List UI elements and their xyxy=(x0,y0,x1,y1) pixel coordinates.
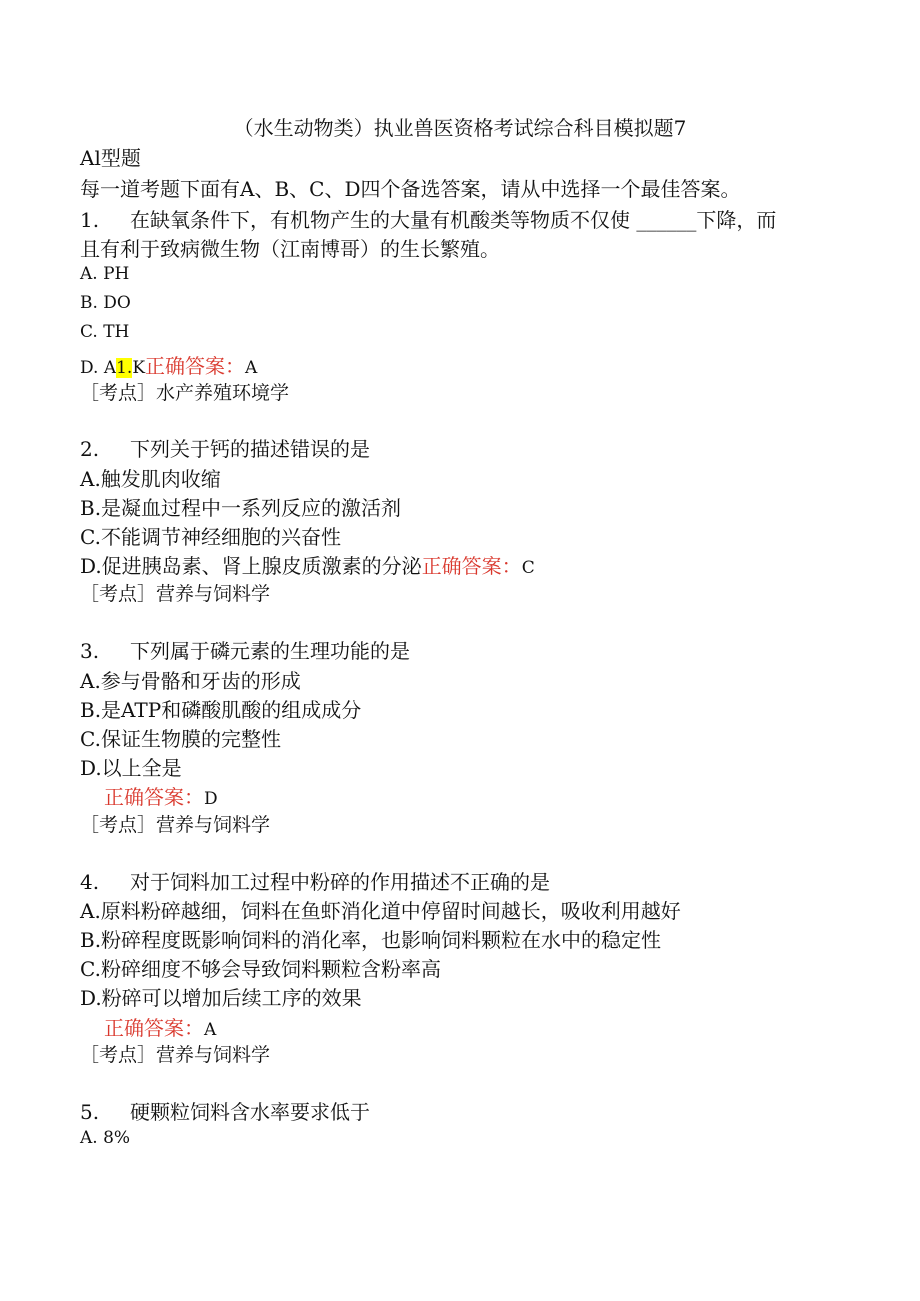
answer-label: 正确答案： xyxy=(145,354,246,378)
option-a: A.触发肌肉收缩 xyxy=(80,467,221,491)
option-d: D. A xyxy=(80,358,117,378)
question-text: 下列关于钙的描述错误的是 xyxy=(130,437,370,461)
option-a: A.原料粉碎越细，饲料在鱼虾消化道中停留时间越长，吸收利用越好 xyxy=(80,899,681,923)
answer-line xyxy=(104,1012,216,1041)
topic-tag: ［考点］营养与饲料学 xyxy=(80,583,271,605)
option-b: B.是凝血过程中一系列反应的激活剂 xyxy=(80,496,402,520)
option-a: A.参与骨骼和牙齿的形成 xyxy=(80,669,301,693)
question-text: 硬颗粒饲料含水率要求低于 xyxy=(130,1100,370,1124)
question-4-stem xyxy=(80,866,550,895)
option-b: B.是ATP和磷酸肌酸的组成成分 xyxy=(80,698,362,722)
answer-value: A xyxy=(204,1020,217,1040)
option-c: C. TH xyxy=(80,322,130,342)
question-1-stem-cont: 且有利于致病微生物（江南博哥）的生长繁殖。 xyxy=(80,237,500,261)
option-c: C.粉碎细度不够会导致饲料颗粒含粉率高 xyxy=(80,957,441,981)
question-1-stem xyxy=(80,204,776,233)
option-d: D.促进胰岛素、肾上腺皮质激素的分泌 xyxy=(80,554,422,578)
option-a: A. PH xyxy=(80,264,130,284)
question-text: 下列属于磷元素的生理功能的是 xyxy=(130,639,410,663)
answer-value: A xyxy=(245,358,258,378)
answer-label: 正确答案： xyxy=(104,785,204,809)
question-text: 对于饲料加工过程中粉碎的作用描述不正确的是 xyxy=(130,870,550,894)
question-number: 3. xyxy=(80,639,100,663)
topic-tag: ［考点］营养与饲料学 xyxy=(80,814,271,836)
question-2-stem xyxy=(80,433,370,462)
question-number: 1. xyxy=(80,208,100,232)
question-5-stem xyxy=(80,1096,370,1125)
highlight-mark: 1. xyxy=(116,358,133,378)
option-d-with-answer xyxy=(80,350,257,379)
topic-tag: ［考点］水产养殖环境学 xyxy=(80,382,290,404)
topic-tag: ［考点］营养与饲料学 xyxy=(80,1044,271,1066)
option-d: D.以上全是 xyxy=(80,756,182,780)
question-number: 4. xyxy=(80,870,100,894)
question-number: 5. xyxy=(80,1100,100,1124)
option-c: C.不能调节神经细胞的兴奋性 xyxy=(80,525,341,549)
answer-line xyxy=(104,781,218,810)
section-heading: Al型题 xyxy=(80,146,141,170)
option-a: A. 8% xyxy=(80,1128,131,1148)
question-text: 在缺氧条件下，有机物产生的大量有机酸类等物质不仅使 ______下降，而 xyxy=(130,208,777,232)
answer-label: 正确答案： xyxy=(421,554,522,578)
option-b: B.粉碎程度既影响饲料的消化率，也影响饲料颗粒在水中的稳定性 xyxy=(80,928,662,952)
option-d-suffix: K xyxy=(132,358,146,378)
answer-label: 正确答案： xyxy=(104,1016,204,1040)
instruction-text: 每一道考题下面有A、B、C、D四个备选答案，请从中选择一个最佳答案。 xyxy=(80,177,741,201)
option-d: D.粉碎可以增加后续工序的效果 xyxy=(80,986,362,1010)
question-3-stem xyxy=(80,635,410,664)
answer-value: D xyxy=(204,789,218,809)
option-c: C.保证生物膜的完整性 xyxy=(80,727,281,751)
option-b: B. DO xyxy=(80,293,131,313)
document-title: （水生动物类）执业兽医资格考试综合科目模拟题7 xyxy=(233,116,687,140)
option-d-with-answer xyxy=(80,550,535,579)
question-number: 2. xyxy=(80,437,100,461)
answer-value: C xyxy=(521,558,535,578)
